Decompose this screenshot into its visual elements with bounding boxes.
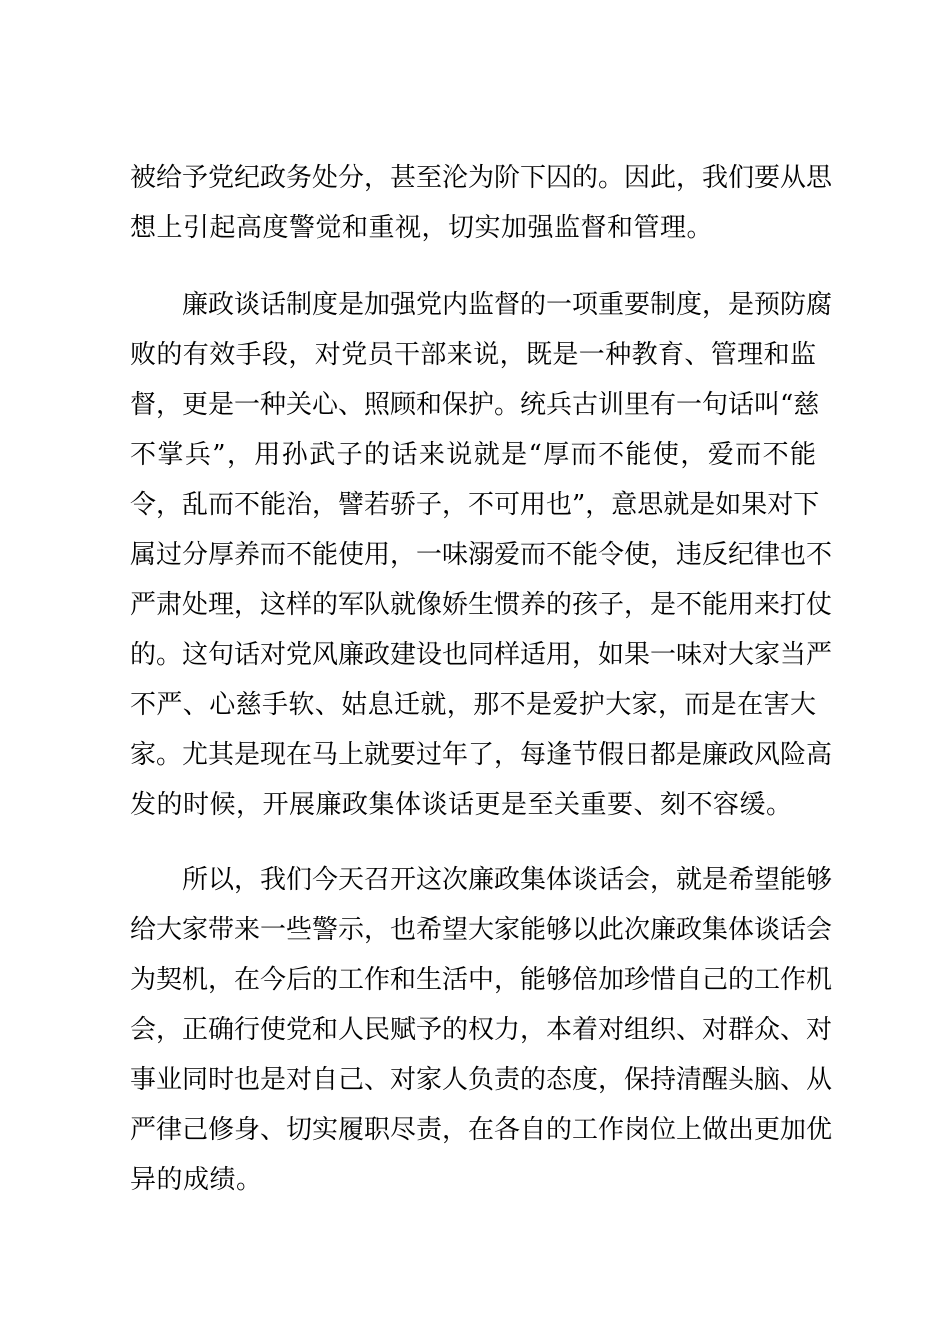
text-line: 廉政谈话制度是加强党内监督的一项重要制度，是预防腐 (182, 290, 833, 320)
text-line: 不严、心慈手软、姑息迁就，那不是爱护大家，而是在害大 (130, 690, 816, 720)
text-line: 为契机，在今后的工作和生活中，能够倍加珍惜自己的工作机 (130, 965, 833, 995)
text-line: 想上引起高度警觉和重视，切实加强监督和管理。 (130, 213, 714, 243)
text-line: 被给予党纪政务处分，甚至沦为阶下囚的。因此，我们要从思 (130, 163, 833, 193)
text-line: 给大家带来一些警示，也希望大家能够以此次廉政集体谈话会 (130, 915, 833, 945)
text-line: 督，更是一种关心、照顾和保护。统兵古训里有一句话叫“慈 (130, 390, 820, 420)
text-line: 异的成绩。 (130, 1165, 263, 1195)
text-line: 令，乱而不能治，譬若骄子，不可用也”，意思就是如果对下 (130, 490, 820, 520)
text-line: 会，正确行使党和人民赋予的权力，本着对组织、对群众、对 (130, 1015, 833, 1045)
text-line: 败的有效手段，对党员干部来说，既是一种教育、管理和监 (130, 340, 816, 370)
text-line: 所以，我们今天召开这次廉政集体谈话会，就是希望能够 (182, 865, 833, 895)
text-line: 严肃处理，这样的军队就像娇生惯养的孩子，是不能用来打仗 (130, 590, 833, 620)
text-line: 家。尤其是现在马上就要过年了，每逢节假日都是廉政风险高 (130, 740, 833, 770)
text-line: 发的时候，开展廉政集体谈话更是至关重要、刻不容缓。 (130, 790, 793, 820)
text-line: 严律己修身、切实履职尽责，在各自的工作岗位上做出更加优 (130, 1115, 833, 1145)
text-line: 的。这句话对党风廉政建设也同样适用，如果一味对大家当严 (130, 640, 833, 670)
text-line: 不掌兵”，用孙武子的话来说就是“厚而不能使，爱而不能 (130, 440, 816, 470)
text-line: 属过分厚养而不能使用，一味溺爱而不能令使，违反纪律也不 (130, 540, 833, 570)
text-line: 事业同时也是对自己、对家人负责的态度，保持清醒头脑、从 (130, 1065, 833, 1095)
